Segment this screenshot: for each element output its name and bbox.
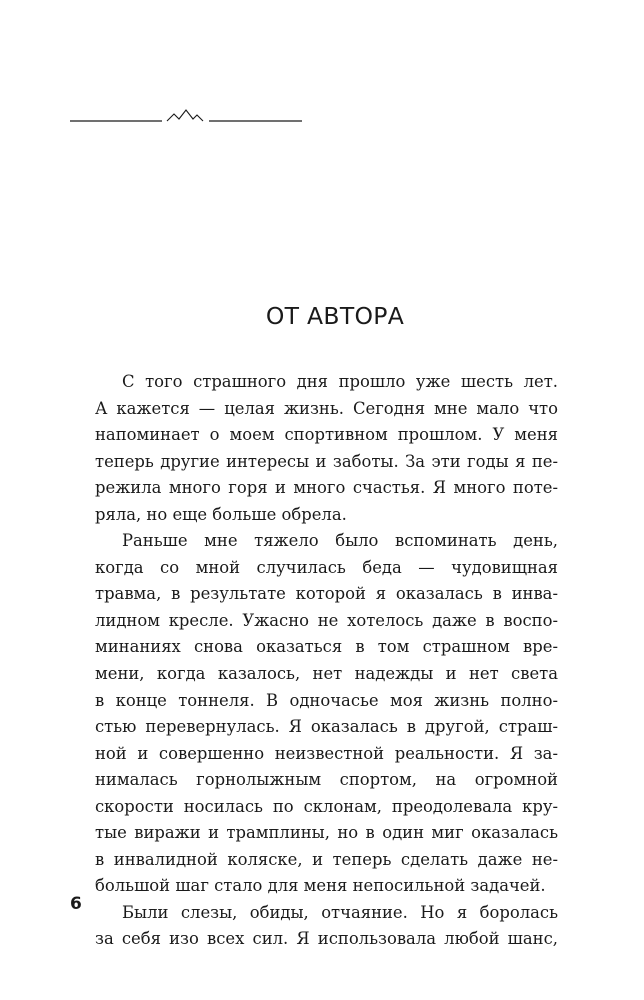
text-line: тые виражи и трамплины, но в один миг оказалась [95, 823, 558, 843]
page-number: 6 [70, 894, 82, 914]
mountain-peaks-icon [70, 108, 302, 130]
text-line: лидном кресле. Ужасно не хотелось даже в воспо- [95, 610, 558, 630]
text-line: ной и совершенно неизвестной реальности. Я за- [95, 743, 558, 763]
text-line: в инвалидной коляске, и теперь сделать даже не- [95, 849, 558, 869]
text-line: ряла, но еще больше обрела. [95, 504, 347, 524]
text-line: Были слезы, обиды, отчаяние. Но я боролась [122, 902, 558, 922]
header-ornament [70, 108, 302, 130]
text-line: в конце тоннеля. В одночасье моя жизнь полно- [95, 690, 558, 710]
text-line: стью перевернулась. Я оказалась в другой, страш- [95, 717, 558, 737]
text-line: травма, в результате которой я оказалась в инва- [95, 584, 558, 604]
text-line: нималась горнолыжным спортом, на огромной [95, 770, 558, 790]
chapter-title: ОТ АВТОРА [265, 302, 405, 330]
text-line: С того страшного дня прошло уже шесть лет. [122, 372, 558, 391]
text-line: минаниях снова оказаться в том страшном вре- [95, 637, 558, 657]
text-line: большой шаг стало для меня непосильной задачей. [95, 876, 546, 896]
text-line: мени, когда казалось, нет надежды и нет света [95, 664, 558, 684]
text-line: за себя изо всех сил. Я использовала любой шанс, [95, 929, 558, 949]
text-line: А кажется — целая жизнь. Сегодня мне мало что [95, 398, 558, 418]
text-line: скорости носилась по склонам, преодолевала кру- [95, 796, 558, 816]
text-line: когда со мной случилась беда — чудовищная [95, 557, 558, 577]
text-line: Раньше мне тяжело было вспоминать день, [122, 531, 558, 551]
text-line: теперь другие интересы и заботы. За эти годы я пе- [95, 451, 558, 471]
text-line: режила много горя и много счастья. Я много поте- [95, 478, 558, 498]
body-text [95, 369, 558, 953]
text-line: напоминает о моем спортивном прошлом. У меня [95, 425, 558, 445]
